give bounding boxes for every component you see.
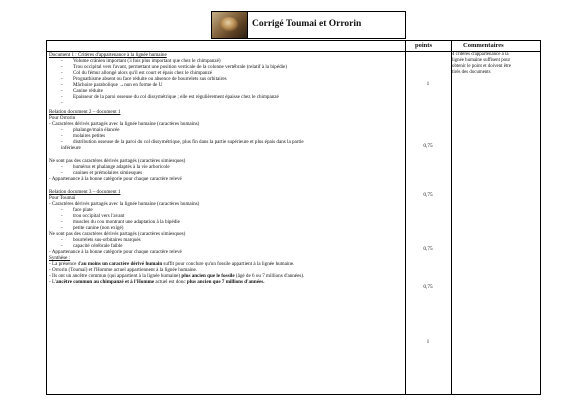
bullet-dash: - [61,133,63,139]
bullet-dash: - [61,225,63,231]
line-text: Mâchoire parabolique →non en forme de U [73,82,163,88]
points-value: 1 [426,81,430,87]
line-text: - Caractères dérivés partagés avec la lignée humaine (caractères humains) [49,121,200,127]
line-text: - Caractères dérivés partagés avec la lignée humaine (caractères humains) [49,201,200,207]
line-text: phalange/main élancée [73,127,120,133]
bullet-dash: - [61,170,63,176]
text-line [61,100,73,106]
line-text: Volume crânien important (3 fois plus important que chez le chimpanzé) [73,58,221,64]
bullet-dash: - [61,100,63,106]
line-text: Trou occipital vers l'avant, permettant une position verticale de la colonne vertébrale (relatif à la bipédie) [73,64,288,70]
bullet-dash: - [61,88,63,94]
bullet-dash: - [61,82,63,88]
comment-line: 4 critères d'appartenance à la [452,52,509,57]
text-line [49,176,182,182]
comment-line: obtenir le point et doivent être [452,64,512,69]
bullet-dash: - [61,76,63,82]
points-value: 0,75 [423,246,433,252]
line-text: muscles du cou montrant une adaptation à la bipédie [73,219,180,225]
bullet-dash: - [61,127,63,133]
bullet-dash: - [61,139,63,145]
line-text: inférieure [61,145,81,151]
line-text: capacité cérébrale faible [73,243,123,249]
bullet-dash: - [61,207,63,213]
line-text: trou occipital vers l'avant [73,213,125,219]
bullet-dash: - [61,243,63,249]
line-text: Pour Orrorin [49,115,76,121]
line-text: - Ils ont un ancêtre commun (qui appartient à la lignée humaine) plus ancien que le fossile (âgé de 6 ou 7 millions d'années). [49,273,305,279]
points-header: points [415,42,432,49]
line-text: Synthèse : [49,255,71,261]
points-value: 1 [426,339,430,345]
comments-header: Commentaires [463,42,504,49]
line-text: Epaisseur de la paroi osseuse du col dissymétrique ; elle est régulièrement épaisse chez le chimpanzé [73,94,279,100]
line-text: Prognathisme absent ou face réduite ou absence de bourrelets sus orbitaires [73,76,227,82]
line-text: Document 1 : Critères d'appartenance à la lignée humaine [49,52,167,58]
line-text: canines et prémolaires simiesques [73,170,143,176]
page-title: Corrigé Toumai et Orrorin [252,19,362,29]
correction-table [46,40,541,395]
line-text: molaires petites [73,133,106,139]
line-text: Col du fémur allongé alors qu'il est court et épais chez le chimpanzé [73,70,212,76]
bullet-dash: - [61,94,63,100]
bullet-dash: - [61,70,63,76]
bullet-dash: - [61,213,63,219]
title-box [211,11,406,39]
text-line [49,279,264,285]
line-text: Ne sont pas des caractères dérivés partagés (caractères simiesques) [49,231,186,237]
text-line [61,145,81,151]
points-value: 0,75 [423,284,433,290]
line-text: Relation document 3 – document 1 [49,189,121,195]
line-text: distribution osseuse de la paroi du col dissymétrique, plus fin dans la partie supérieure et plus épais dans la partie [73,139,304,145]
line-text: - Appartenance à la bonne catégorie pour chaque caractère relevé [49,249,182,255]
line-text: Pour Toumaï [49,195,76,201]
bullet-dash: - [61,237,63,243]
line-text: Canine réduite [73,88,103,94]
bullet-dash: - [61,219,63,225]
comment-line: lignée humaine suffisent pour [452,58,511,63]
text-line [61,94,279,100]
line-text: - La présence d'au moins un caractère dérivé humain suffit pour conclure qu'un fossile appartient à la lignée humaine. [49,261,295,267]
line-text: - L'ancêtre commun au chimpanzé et à l'Homme actuel est donc plus ancien que 7 millions d'années. [49,279,265,285]
line-text: face plate [73,207,93,213]
text-line [61,139,304,145]
column-divider [451,41,452,394]
bullet-dash: - [61,64,63,70]
line-text: petite canine (non exigé) [73,225,124,231]
line-text: Ne sont pas des caractères dérivés partagés (caractères simiesques) [49,158,186,164]
bullet-dash: - [61,58,63,64]
skull-icon [220,17,238,31]
toumai-skull-image [212,12,248,38]
bullet-dash: - [61,164,63,170]
line-text: humérus et phalange adaptés à la vie arboricole [73,164,170,170]
points-value: 0,75 [423,192,433,198]
line-text: - Appartenance à la bonne catégorie pour chaque caractère relevé [49,176,182,182]
line-text: Relation document 2 – document 1 [49,109,121,115]
comment-line: tirés des documents [452,70,491,75]
line-text: bourrelets sus-orbitaires marqués [73,237,141,243]
points-value: 0,75 [423,143,433,149]
line-text: - Orrorin (Toumaï) et l'Homme actuel appartiennent à la lignée humaine. [49,267,198,273]
